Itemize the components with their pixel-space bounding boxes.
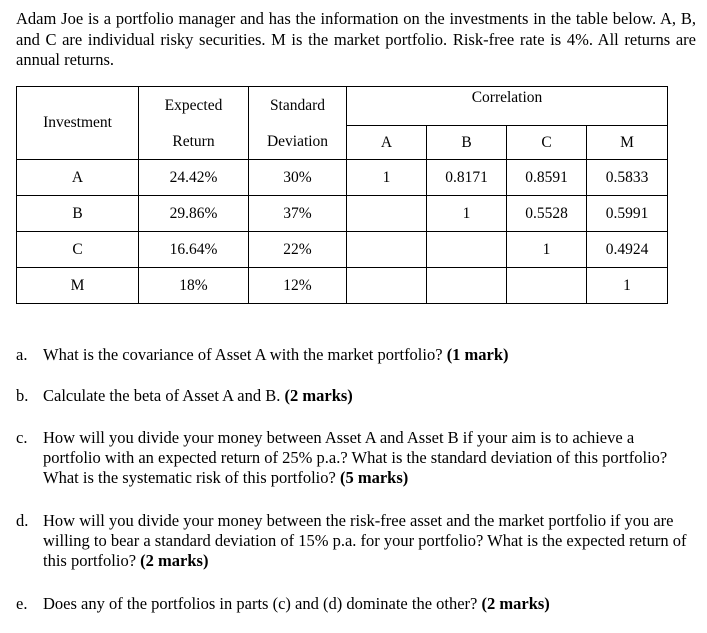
header-corr-b: B (427, 126, 507, 160)
question-label: e. (16, 594, 28, 613)
row-corr-a (347, 196, 427, 232)
row-corr-b (427, 232, 507, 268)
question-marks: (2 marks) (284, 386, 353, 405)
row-corr-m: 0.5991 (587, 196, 668, 232)
intro-paragraph: Adam Joe is a portfolio manager and has the information on the investments in the table below. A, B, and C are individual risky securities. M is the market portfolio. Risk-free rate is 4%. All returns are annual returns. (16, 9, 696, 69)
row-name: B (17, 196, 139, 232)
question-c (16, 428, 691, 488)
row-corr-m: 0.4924 (587, 232, 668, 268)
header-correlation: Correlation (347, 87, 668, 126)
row-std: 30% (249, 160, 347, 196)
table-row (17, 268, 668, 304)
question-d (16, 511, 691, 571)
row-std: 22% (249, 232, 347, 268)
header-expected-top: Expected (139, 87, 249, 126)
question-a (16, 345, 691, 365)
table-header-row-1 (17, 87, 668, 126)
header-corr-c: C (507, 126, 587, 160)
header-corr-a: A (347, 126, 427, 160)
question-marks: (1 mark) (446, 345, 509, 364)
row-corr-c: 0.8591 (507, 160, 587, 196)
question-text: What is the covariance of Asset A with the market portfolio? (1 mark) (43, 345, 509, 364)
question-marks: (2 marks) (481, 594, 550, 613)
header-expected-bottom: Return (139, 126, 249, 160)
row-corr-m: 1 (587, 268, 668, 304)
row-corr-b: 0.8171 (427, 160, 507, 196)
row-corr-a (347, 268, 427, 304)
row-corr-c: 0.5528 (507, 196, 587, 232)
row-name: M (17, 268, 139, 304)
table-row (17, 160, 668, 196)
question-label: b. (16, 386, 29, 405)
question-marks: (5 marks) (339, 468, 409, 487)
row-return: 29.86% (139, 196, 249, 232)
question-text: How will you divide your money between Asset A and Asset B if your aim is to achieve a portfolio with an expected return of 25% p.a.? What is the standard deviation of this portfolio? What is the systematic risk of this portfolio? (5 marks) (43, 428, 668, 487)
row-corr-c (507, 268, 587, 304)
question-text: Calculate the beta of Asset A and B. (2 marks) (43, 386, 353, 405)
row-corr-b: 1 (427, 196, 507, 232)
row-corr-c: 1 (507, 232, 587, 268)
row-corr-b (427, 268, 507, 304)
row-return: 24.42% (139, 160, 249, 196)
row-name: C (17, 232, 139, 268)
row-std: 37% (249, 196, 347, 232)
row-corr-a (347, 232, 427, 268)
question-marks: (2 marks) (140, 551, 209, 570)
header-corr-m: M (587, 126, 668, 160)
table-row (17, 232, 668, 268)
question-label: c. (16, 428, 28, 447)
row-corr-m: 0.5833 (587, 160, 668, 196)
header-investment: Investment (17, 87, 139, 160)
table-row (17, 196, 668, 232)
question-text: Does any of the portfolios in parts (c) and (d) dominate the other? (2 marks) (43, 594, 550, 613)
row-std: 12% (249, 268, 347, 304)
question-e (16, 594, 691, 614)
header-std-bottom: Deviation (249, 126, 347, 160)
row-corr-a: 1 (347, 160, 427, 196)
row-name: A (17, 160, 139, 196)
header-std-top: Standard (249, 87, 347, 126)
row-return: 16.64% (139, 232, 249, 268)
investment-table (16, 86, 668, 304)
question-text: How will you divide your money between the risk-free asset and the market portfolio if you are willing to bear a standard deviation of 15% p.a. for your portfolio? What is the expected return of this portfolio? (2 marks) (43, 511, 687, 570)
row-return: 18% (139, 268, 249, 304)
question-label: d. (16, 511, 29, 530)
question-b (16, 386, 691, 406)
question-label: a. (16, 345, 28, 364)
